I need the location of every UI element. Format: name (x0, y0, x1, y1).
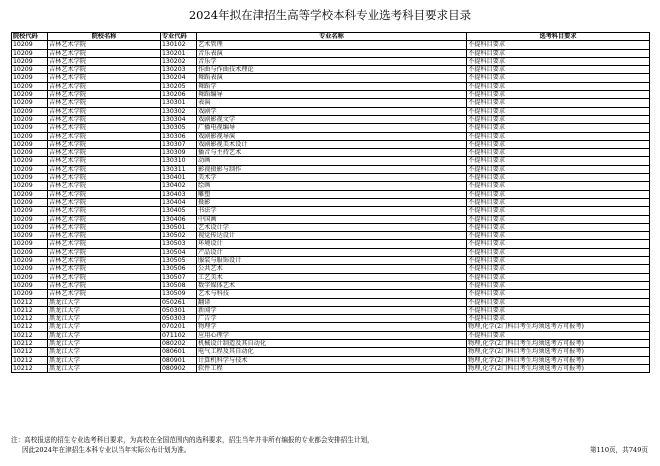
requirement-cell: 物理,化学(2门科目考生均须选考方可报考) (467, 339, 650, 347)
major-name-cell: 播音与主持艺术 (197, 149, 467, 157)
major-code-cell: 130508 (161, 281, 197, 289)
school-name-cell: 吉林艺术学院 (48, 41, 161, 49)
school-code-cell: 10209 (12, 41, 48, 49)
school-name-cell: 吉林艺术学院 (48, 281, 161, 289)
requirement-cell: 不提科目要求 (467, 232, 650, 240)
major-code-cell: 130502 (161, 232, 197, 240)
school-name-cell: 黑龙江大学 (48, 364, 161, 372)
requirement-cell: 不提科目要求 (467, 215, 650, 223)
school-name-cell: 吉林艺术学院 (48, 223, 161, 231)
table-row (12, 273, 650, 281)
table-row (12, 115, 650, 123)
school-name-cell: 黑龙江大学 (48, 331, 161, 339)
major-name-cell: 艺术与科技 (197, 290, 467, 298)
school-code-cell: 10209 (12, 257, 48, 265)
table-row (12, 281, 650, 289)
major-name-cell: 广告学 (197, 315, 467, 323)
major-name-cell: 环境设计 (197, 240, 467, 248)
major-name-cell: 戏剧影视导演 (197, 132, 467, 140)
requirement-cell: 不提科目要求 (467, 174, 650, 182)
major-code-cell: 130404 (161, 198, 197, 206)
table-row (12, 265, 650, 273)
requirement-cell: 不提科目要求 (467, 331, 650, 339)
major-code-cell: 130205 (161, 82, 197, 90)
major-code-cell: 130402 (161, 182, 197, 190)
major-code-cell: 130202 (161, 57, 197, 65)
school-code-cell: 10209 (12, 82, 48, 90)
table-row (12, 74, 650, 82)
table-row (12, 107, 650, 115)
major-code-cell: 080901 (161, 356, 197, 364)
major-name-cell: 艺术设计学 (197, 223, 467, 231)
school-name-cell: 吉林艺术学院 (48, 257, 161, 265)
major-name-cell: 服装与服饰设计 (197, 257, 467, 265)
school-code-cell: 10212 (12, 348, 48, 356)
major-name-cell: 视觉传达设计 (197, 232, 467, 240)
major-name-cell: 应用心理学 (197, 331, 467, 339)
major-name-cell: 舞蹈编导 (197, 91, 467, 99)
school-code-cell: 10212 (12, 356, 48, 364)
school-code-cell: 10209 (12, 91, 48, 99)
requirement-cell: 不提科目要求 (467, 107, 650, 115)
requirement-cell: 不提科目要求 (467, 149, 650, 157)
requirement-cell: 不提科目要求 (467, 198, 650, 206)
major-code-cell: 130405 (161, 207, 197, 215)
school-code-cell: 10209 (12, 215, 48, 223)
school-name-cell: 吉林艺术学院 (48, 240, 161, 248)
major-code-cell: 130401 (161, 174, 197, 182)
major-name-cell: 书法学 (197, 207, 467, 215)
major-name-cell: 音乐学 (197, 57, 467, 65)
table-row (12, 91, 650, 99)
table-row (12, 348, 650, 356)
school-code-cell: 10209 (12, 223, 48, 231)
requirement-cell: 不提科目要求 (467, 182, 650, 190)
table-header-row (12, 33, 650, 41)
table-row (12, 207, 650, 215)
school-code-cell: 10209 (12, 124, 48, 132)
requirement-cell: 物理,化学(2门科目考生均须选考方可报考) (467, 323, 650, 331)
school-code-cell: 10212 (12, 331, 48, 339)
requirement-cell: 不提科目要求 (467, 74, 650, 82)
header-school-code: 院校代码 (12, 33, 48, 41)
major-code-cell: 130503 (161, 240, 197, 248)
school-name-cell: 吉林艺术学院 (48, 165, 161, 173)
school-name-cell: 吉林艺术学院 (48, 132, 161, 140)
major-name-cell: 机械设计制造及其自动化 (197, 339, 467, 347)
requirement-cell: 不提科目要求 (467, 207, 650, 215)
major-code-cell: 130406 (161, 215, 197, 223)
table-row (12, 140, 650, 148)
header-requirement: 选考科目要求 (467, 33, 650, 41)
major-name-cell: 动画 (197, 157, 467, 165)
major-name-cell: 戏剧学 (197, 107, 467, 115)
requirement-cell: 不提科目要求 (467, 248, 650, 256)
table-row (12, 41, 650, 49)
school-code-cell: 10212 (12, 323, 48, 331)
table-row (12, 190, 650, 198)
school-name-cell: 黑龙江大学 (48, 348, 161, 356)
major-name-cell: 电气工程及其自动化 (197, 348, 467, 356)
major-code-cell: 130204 (161, 74, 197, 82)
major-code-cell: 130304 (161, 115, 197, 123)
school-code-cell: 10209 (12, 99, 48, 107)
school-code-cell: 10209 (12, 174, 48, 182)
major-code-cell: 130509 (161, 290, 197, 298)
requirement-cell: 物理,化学(2门科目考生均须选考方可报考) (467, 348, 650, 356)
requirement-cell: 不提科目要求 (467, 165, 650, 173)
school-code-cell: 10209 (12, 248, 48, 256)
major-name-cell: 计算机科学与技术 (197, 356, 467, 364)
major-code-cell: 130505 (161, 257, 197, 265)
major-name-cell: 翻译 (197, 298, 467, 306)
requirement-cell: 物理,化学(2门科目考生均须选考方可报考) (467, 364, 650, 372)
major-code-cell: 130301 (161, 99, 197, 107)
requirement-cell: 不提科目要求 (467, 273, 650, 281)
table-row (12, 323, 650, 331)
major-name-cell: 音乐表演 (197, 49, 467, 57)
major-code-cell: 130506 (161, 265, 197, 273)
major-code-cell: 080601 (161, 348, 197, 356)
major-name-cell: 美术学 (197, 174, 467, 182)
major-name-cell: 舞蹈学 (197, 82, 467, 90)
school-code-cell: 10209 (12, 240, 48, 248)
major-code-cell: 130507 (161, 273, 197, 281)
school-code-cell: 10209 (12, 157, 48, 165)
major-name-cell: 软件工程 (197, 364, 467, 372)
school-name-cell: 吉林艺术学院 (48, 66, 161, 74)
major-name-cell: 物理学 (197, 323, 467, 331)
school-code-cell: 10212 (12, 298, 48, 306)
requirement-cell: 不提科目要求 (467, 190, 650, 198)
table-body (12, 41, 650, 373)
school-code-cell: 10209 (12, 290, 48, 298)
major-code-cell: 050301 (161, 306, 197, 314)
school-name-cell: 吉林艺术学院 (48, 215, 161, 223)
major-code-cell: 130302 (161, 107, 197, 115)
page-indicator: 第110页，共749页 (589, 446, 648, 454)
school-name-cell: 吉林艺术学院 (48, 82, 161, 90)
major-name-cell: 作曲与作曲技术理论 (197, 66, 467, 74)
major-name-cell: 影视摄影与制作 (197, 165, 467, 173)
table-row (12, 49, 650, 57)
school-code-cell: 10209 (12, 273, 48, 281)
major-name-cell: 舞蹈表演 (197, 74, 467, 82)
table-row (12, 198, 650, 206)
major-name-cell: 广播电视编导 (197, 124, 467, 132)
school-name-cell: 吉林艺术学院 (48, 265, 161, 273)
school-code-cell: 10209 (12, 281, 48, 289)
footnote-line-2: 因此2024年在津招生本科专业以当年实际公布计划为准。 (22, 446, 191, 454)
school-code-cell: 10209 (12, 165, 48, 173)
school-code-cell: 10209 (12, 140, 48, 148)
major-name-cell: 雕塑 (197, 190, 467, 198)
table-row (12, 99, 650, 107)
school-code-cell: 10209 (12, 232, 48, 240)
school-code-cell: 10209 (12, 149, 48, 157)
table-row (12, 66, 650, 74)
major-name-cell: 表演 (197, 99, 467, 107)
school-code-cell: 10209 (12, 190, 48, 198)
table-row (12, 232, 650, 240)
requirement-cell: 不提科目要求 (467, 41, 650, 49)
major-code-cell: 130201 (161, 49, 197, 57)
footnote-line-1: 注：高校报送的招生专业选考科目要求，为高校在全国范围内的选科要求，招生当年并非所有编报的专业都会安排招生计划， (11, 436, 374, 444)
school-code-cell: 10209 (12, 265, 48, 273)
school-code-cell: 10209 (12, 107, 48, 115)
table-row (12, 315, 650, 323)
school-name-cell: 黑龙江大学 (48, 323, 161, 331)
school-name-cell: 吉林艺术学院 (48, 107, 161, 115)
school-name-cell: 吉林艺术学院 (48, 190, 161, 198)
school-code-cell: 10209 (12, 182, 48, 190)
major-code-cell: 130310 (161, 157, 197, 165)
school-name-cell: 吉林艺术学院 (48, 248, 161, 256)
school-code-cell: 10209 (12, 66, 48, 74)
major-code-cell: 130206 (161, 91, 197, 99)
major-code-cell: 130311 (161, 165, 197, 173)
requirement-cell: 不提科目要求 (467, 140, 650, 148)
school-code-cell: 10209 (12, 115, 48, 123)
table-row (12, 331, 650, 339)
major-name-cell: 戏剧影视美术设计 (197, 140, 467, 148)
requirement-cell: 不提科目要求 (467, 298, 650, 306)
table-row (12, 174, 650, 182)
requirement-cell: 不提科目要求 (467, 99, 650, 107)
requirement-cell: 不提科目要求 (467, 306, 650, 314)
table-row (12, 240, 650, 248)
major-name-cell: 工艺美术 (197, 273, 467, 281)
school-code-cell: 10212 (12, 306, 48, 314)
major-code-cell: 130309 (161, 149, 197, 157)
major-code-cell: 130501 (161, 223, 197, 231)
requirement-cell: 物理,化学(2门科目考生均须选考方可报考) (467, 356, 650, 364)
major-name-cell: 摄影 (197, 198, 467, 206)
major-code-cell: 080202 (161, 339, 197, 347)
requirement-cell: 不提科目要求 (467, 49, 650, 57)
school-code-cell: 10209 (12, 74, 48, 82)
requirement-cell: 不提科目要求 (467, 132, 650, 140)
major-code-cell: 130306 (161, 132, 197, 140)
school-name-cell: 黑龙江大学 (48, 315, 161, 323)
school-name-cell: 吉林艺术学院 (48, 124, 161, 132)
major-code-cell: 070201 (161, 323, 197, 331)
table-row (12, 298, 650, 306)
table-row (12, 257, 650, 265)
requirement-cell: 不提科目要求 (467, 82, 650, 90)
school-name-cell: 吉林艺术学院 (48, 57, 161, 65)
table-row (12, 82, 650, 90)
major-code-cell: 130102 (161, 41, 197, 49)
requirement-cell: 不提科目要求 (467, 281, 650, 289)
table-row (12, 124, 650, 132)
major-code-cell: 050303 (161, 315, 197, 323)
table-row (12, 149, 650, 157)
school-code-cell: 10212 (12, 315, 48, 323)
table-row (12, 182, 650, 190)
school-name-cell: 吉林艺术学院 (48, 140, 161, 148)
school-name-cell: 黑龙江大学 (48, 306, 161, 314)
school-name-cell: 吉林艺术学院 (48, 49, 161, 57)
major-code-cell: 050261 (161, 298, 197, 306)
table-row (12, 248, 650, 256)
school-name-cell: 吉林艺术学院 (48, 115, 161, 123)
table-row (12, 165, 650, 173)
school-name-cell: 吉林艺术学院 (48, 157, 161, 165)
major-code-cell: 080902 (161, 364, 197, 372)
table-row (12, 157, 650, 165)
school-name-cell: 黑龙江大学 (48, 356, 161, 364)
header-major-code: 专业代码 (161, 33, 197, 41)
school-name-cell: 吉林艺术学院 (48, 232, 161, 240)
header-school-name: 院校名称 (48, 33, 161, 41)
school-code-cell: 10209 (12, 57, 48, 65)
requirement-cell: 不提科目要求 (467, 115, 650, 123)
major-name-cell: 产品设计 (197, 248, 467, 256)
school-code-cell: 10212 (12, 364, 48, 372)
major-name-cell: 新闻学 (197, 306, 467, 314)
school-name-cell: 吉林艺术学院 (48, 149, 161, 157)
school-name-cell: 吉林艺术学院 (48, 91, 161, 99)
major-code-cell: 130305 (161, 124, 197, 132)
major-name-cell: 绘画 (197, 182, 467, 190)
major-code-cell: 130403 (161, 190, 197, 198)
requirement-cell: 不提科目要求 (467, 57, 650, 65)
major-code-cell: 130504 (161, 248, 197, 256)
requirements-table (11, 32, 650, 373)
table-row (12, 356, 650, 364)
school-name-cell: 黑龙江大学 (48, 298, 161, 306)
table-row (12, 215, 650, 223)
major-name-cell: 公共艺术 (197, 265, 467, 273)
school-name-cell: 吉林艺术学院 (48, 198, 161, 206)
requirement-cell: 不提科目要求 (467, 315, 650, 323)
school-name-cell: 吉林艺术学院 (48, 74, 161, 82)
header-major-name: 专业名称 (197, 33, 467, 41)
school-code-cell: 10209 (12, 207, 48, 215)
school-name-cell: 吉林艺术学院 (48, 207, 161, 215)
school-name-cell: 吉林艺术学院 (48, 99, 161, 107)
major-name-cell: 数字媒体艺术 (197, 281, 467, 289)
table-row (12, 57, 650, 65)
table-row (12, 364, 650, 372)
table-row (12, 132, 650, 140)
school-name-cell: 吉林艺术学院 (48, 182, 161, 190)
school-code-cell: 10209 (12, 49, 48, 57)
major-code-cell: 071102 (161, 331, 197, 339)
requirement-cell: 不提科目要求 (467, 265, 650, 273)
major-name-cell: 戏剧影视文学 (197, 115, 467, 123)
table-row (12, 223, 650, 231)
major-name-cell: 艺术管理 (197, 41, 467, 49)
requirement-cell: 不提科目要求 (467, 91, 650, 99)
requirement-cell: 不提科目要求 (467, 157, 650, 165)
school-name-cell: 吉林艺术学院 (48, 273, 161, 281)
school-code-cell: 10209 (12, 198, 48, 206)
requirement-cell: 不提科目要求 (467, 66, 650, 74)
table-row (12, 339, 650, 347)
requirement-cell: 不提科目要求 (467, 124, 650, 132)
requirement-cell: 不提科目要求 (467, 240, 650, 248)
school-name-cell: 黑龙江大学 (48, 339, 161, 347)
requirement-cell: 不提科目要求 (467, 257, 650, 265)
requirement-cell: 不提科目要求 (467, 290, 650, 298)
school-name-cell: 吉林艺术学院 (48, 174, 161, 182)
school-code-cell: 10212 (12, 339, 48, 347)
school-name-cell: 吉林艺术学院 (48, 290, 161, 298)
page-title: 2024年拟在津招生高等学校本科专业选考科目要求目录 (188, 8, 472, 22)
major-code-cell: 130307 (161, 140, 197, 148)
major-code-cell: 130203 (161, 66, 197, 74)
requirement-cell: 不提科目要求 (467, 223, 650, 231)
table-row (12, 306, 650, 314)
school-code-cell: 10209 (12, 132, 48, 140)
table-row (12, 290, 650, 298)
major-name-cell: 中国画 (197, 215, 467, 223)
